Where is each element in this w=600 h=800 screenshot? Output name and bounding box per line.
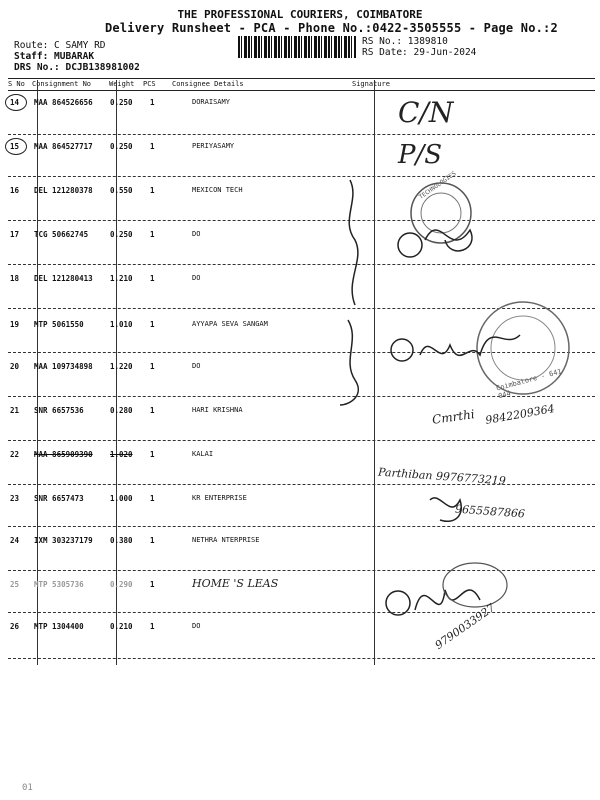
row-sno: 25	[10, 580, 20, 589]
row-consignment: MTP 1304400	[34, 622, 84, 631]
col-consignee: Consignee Details	[172, 80, 244, 88]
row-pcs: 1	[150, 230, 155, 239]
row-pcs: 1	[150, 142, 155, 151]
row-sno: 26	[10, 622, 20, 631]
row-consignment: IXM 303237179	[34, 536, 93, 545]
row-pcs: 1	[150, 536, 155, 545]
footer-mark: 01	[22, 783, 33, 793]
row-consignment: TCG 50662745	[34, 230, 89, 239]
row-consignee: DO	[192, 230, 201, 238]
col-signature: Signature	[352, 80, 390, 88]
row-pcs: 1	[150, 274, 155, 283]
row-sno: 15	[10, 142, 20, 151]
row-sno: 18	[10, 274, 20, 283]
row-pcs: 1	[150, 362, 155, 371]
staff-label: Staff: MUBARAK	[14, 51, 95, 62]
row-consignee: DORAISAMY	[192, 98, 230, 106]
header-top-rule	[8, 78, 595, 79]
row-sno: 17	[10, 230, 20, 239]
row-pcs: 1	[150, 494, 155, 503]
row-weight: 1.220	[110, 362, 133, 371]
row-consignment: MTP 5061550	[34, 320, 84, 329]
row-sno: 22	[10, 450, 20, 459]
row-consignment: SNR 6657536	[34, 406, 84, 415]
row-consignment: DEL 121280413	[34, 274, 93, 283]
row-sno: 20	[10, 362, 20, 371]
row-pcs: 1	[150, 186, 155, 195]
circle-mark	[5, 94, 27, 111]
row-pcs: 1	[150, 622, 155, 631]
row-consignee: KALAI	[192, 450, 214, 458]
handwritten-party: Parthiban 9976773219	[377, 465, 507, 488]
col-pcs: PCS	[143, 80, 156, 88]
row-sno: 21	[10, 406, 20, 415]
col-sno: S No	[8, 80, 25, 88]
row-consignment: MAA 109734898	[34, 362, 93, 371]
row-consignee: HOME 'S LEAS	[192, 577, 279, 590]
row-weight: 0.250	[110, 230, 133, 239]
col-weight: Weight	[109, 80, 135, 88]
row-pcs: 1	[150, 450, 155, 459]
row-pcs: 1	[150, 98, 155, 107]
circle-mark	[5, 138, 27, 155]
row-consignee: DO	[192, 274, 201, 282]
row-consignment: MAA 864526656	[34, 98, 93, 107]
rs-number: RS No.: 1389810	[362, 36, 448, 47]
column-line	[37, 80, 38, 665]
col-consignment: Consignment No	[32, 80, 92, 88]
header-bottom-rule	[8, 90, 595, 91]
row-consignee: PERIYASAMY	[192, 142, 235, 150]
row-sno: 19	[10, 320, 20, 329]
row-weight: 0.250	[110, 142, 133, 151]
row-sno: 14	[10, 98, 20, 107]
row-weight: 1.010	[110, 320, 133, 329]
handwritten-phone: 9842209364	[484, 402, 556, 427]
company-title: THE PROFESSIONAL COURIERS, COIMBATORE	[177, 8, 423, 21]
stamp-text: TECHNOLOGIES	[417, 170, 458, 201]
route-label: Route: C SAMY RD	[14, 40, 106, 51]
row-weight: 0.290	[110, 580, 133, 589]
handwritten-phone: 9790033927	[432, 601, 498, 652]
row-weight: 1.000	[110, 494, 133, 503]
row-sno: 24	[10, 536, 20, 545]
row-weight: 0.280	[110, 406, 133, 415]
handwritten-sign: Cmrthi	[431, 407, 476, 427]
row-sno: 16	[10, 186, 20, 195]
row-consignment: MTP 5305736	[34, 580, 84, 589]
row-separator	[8, 658, 595, 659]
row-consignee: DO	[192, 362, 201, 370]
row-consignee: MEXICON TECH	[192, 186, 243, 194]
row-consignee: DO	[192, 622, 201, 630]
row-consignee: NETHRA NTERPRISE	[192, 536, 260, 544]
row-weight: 0.380	[110, 536, 133, 545]
row-separator	[8, 134, 595, 135]
column-line	[116, 80, 117, 665]
stamp-text: Coimbatore - 641 044	[495, 367, 563, 401]
row-pcs: 1	[150, 406, 155, 415]
handwritten-cn: C/N	[398, 96, 454, 129]
row-consignee: AYYAPA SEVA SANGAM	[192, 320, 268, 328]
drs-number: DRS No.: DCJB138981002	[14, 62, 140, 73]
row-consignee: KR ENTERPRISE	[192, 494, 247, 502]
row-weight: 1.210	[110, 274, 133, 283]
row-pcs: 1	[150, 320, 155, 329]
handwritten-ps: P/S	[398, 140, 443, 170]
row-consignment: MAA 865909390	[34, 450, 93, 459]
row-weight: 0.210	[110, 622, 133, 631]
row-pcs: 1	[150, 580, 155, 589]
barcode	[238, 36, 356, 58]
runsheet-subtitle: Delivery Runsheet - PCA - Phone No.:0422-3505555 - Page No.:2	[105, 21, 558, 35]
handwritten-phone: 9655587866	[454, 502, 526, 521]
row-sno: 23	[10, 494, 20, 503]
row-consignee: HARI KRISHNA	[192, 406, 243, 414]
row-consignment: MAA 864527717	[34, 142, 93, 151]
row-weight: 1.020	[110, 450, 133, 459]
row-consignment: SNR 6657473	[34, 494, 84, 503]
rs-date: RS Date: 29-Jun-2024	[362, 47, 477, 58]
row-consignment: DEL 121280378	[34, 186, 93, 195]
row-weight: 0.550	[110, 186, 133, 195]
row-weight: 0.250	[110, 98, 133, 107]
